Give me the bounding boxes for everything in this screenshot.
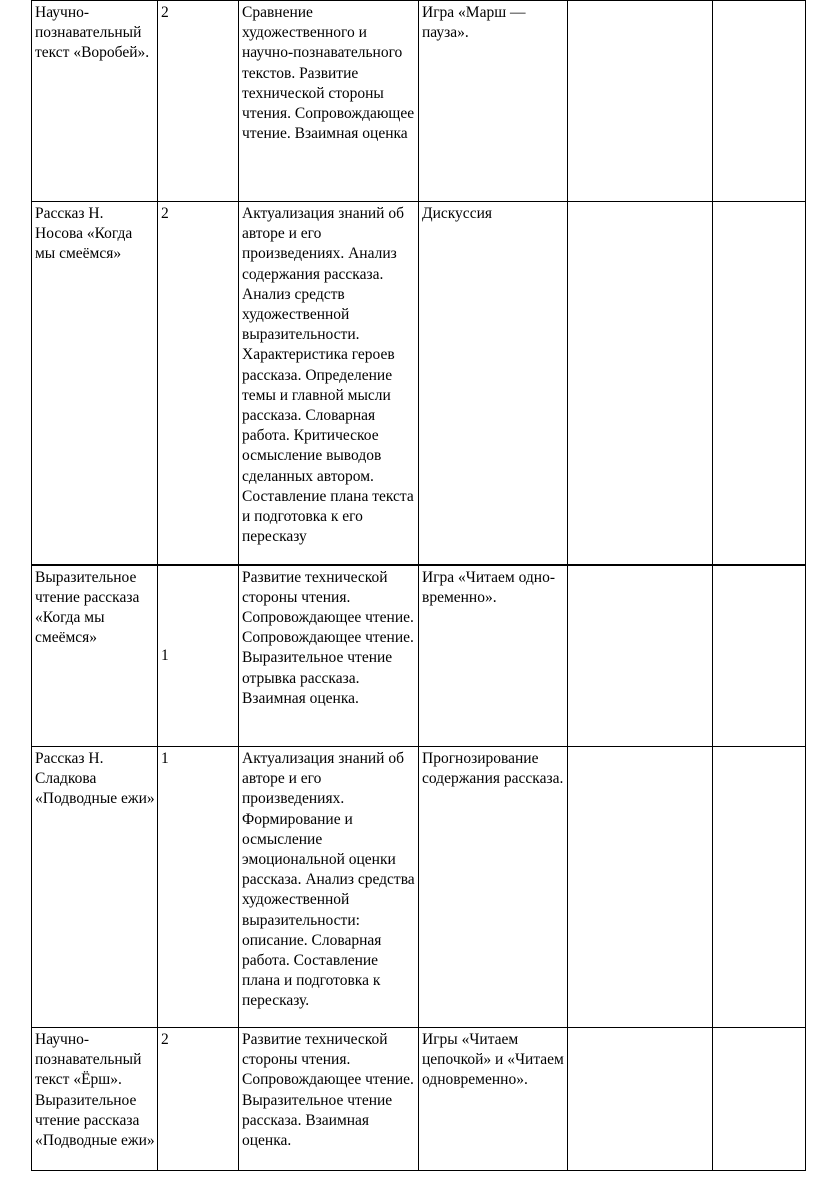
activity-cell: Игра «Марш — пауза».: [419, 1, 568, 202]
table-row: [32, 565, 806, 747]
hours-cell: 1: [158, 565, 239, 747]
content-cell: Актуализация знаний об авторе и его произведениях. Формирование и осмысление эмоциональной оценки рассказа. Анализ средства художественной выразительности: описание. Словарная работа. Составление плана и подготовка к пересказу.: [239, 747, 419, 1028]
content-cell: Развитие технической стороны чтения. Сопровождающее чтение. Сопровождающее чтение. Выразительное чтение отрывка рассказа. Взаимная оценка.: [239, 565, 419, 747]
table-row: [32, 202, 806, 565]
activity-cell: Дискуссия: [419, 202, 568, 565]
empty-cell: [713, 1028, 806, 1171]
topic-cell: Выразительное чтение рассказа «Когда мы смеёмся»: [32, 565, 158, 747]
empty-cell: [713, 1, 806, 202]
activity-cell: Игра «Читаем одно- временно».: [419, 565, 568, 747]
empty-cell: [568, 202, 713, 565]
empty-cell: [713, 747, 806, 1028]
lesson-plan-table: [31, 0, 806, 1171]
table-row: [32, 747, 806, 1028]
content-cell: Сравнение художественного и научно-познавательного текстов. Развитие технической стороны чтения. Сопровождающее чтение. Взаимная оценка: [239, 1, 419, 202]
content-cell: Развитие технической стороны чтения. Сопровождающее чтение. Выразительное чтение рассказа. Взаимная оценка.: [239, 1028, 419, 1171]
empty-cell: [568, 565, 713, 747]
activity-cell: Прогнозирование содержания рассказа.: [419, 747, 568, 1028]
topic-cell: Рассказ Н. Носова «Когда мы смеёмся»: [32, 202, 158, 565]
empty-cell: [713, 202, 806, 565]
table-row: [32, 1028, 806, 1171]
empty-cell: [568, 1, 713, 202]
hours-cell: 2: [158, 202, 239, 565]
empty-cell: [713, 565, 806, 747]
empty-cell: [568, 747, 713, 1028]
hours-cell: 2: [158, 1028, 239, 1171]
empty-cell: [568, 1028, 713, 1171]
table-row: [32, 1, 806, 202]
hours-cell: 2: [158, 1, 239, 202]
topic-cell: Рассказ Н. Сладкова «Подводные ежи»: [32, 747, 158, 1028]
hours-cell: 1: [158, 747, 239, 1028]
topic-cell: Научно-познавательный текст «Ёрш». Выразительное чтение рассказа «Подводные ежи»: [32, 1028, 158, 1171]
topic-cell: Научно-познавательный текст «Воробей».: [32, 1, 158, 202]
activity-cell: Игры «Читаем цепочкой» и «Читаем одновременно».: [419, 1028, 568, 1171]
content-cell: Актуализация знаний об авторе и его произведениях. Анализ содержания рассказа. Анализ средств художественной выразительности. Характеристика героев рассказа. Определение темы и главной мысли рассказа. Словарная работа. Критическое осмысление выводов сделанных автором. Составление плана текста и подготовка к его пересказу: [239, 202, 419, 565]
